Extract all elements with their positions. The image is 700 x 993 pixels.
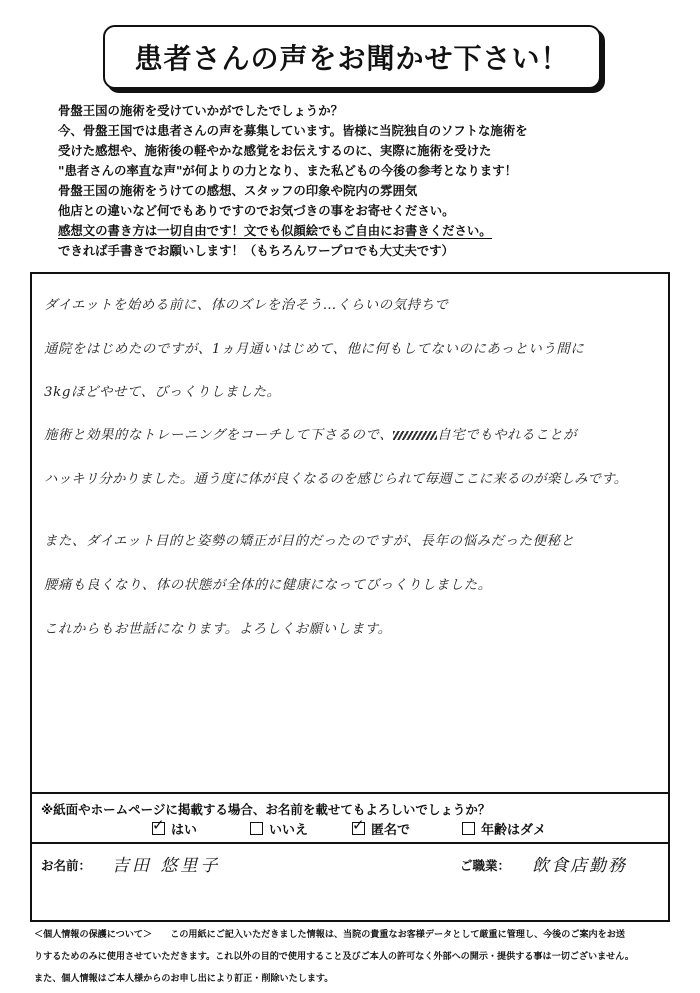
crossed-out-mark bbox=[393, 431, 437, 440]
option-no-age[interactable] bbox=[462, 819, 592, 838]
intro-line: できれば手書きでお願いします！（もちろんワープロでも大丈夫です） bbox=[58, 243, 454, 258]
privacy-line: また、個人情報はご本人様からのお申し出により訂正・削除いたします。 bbox=[34, 974, 334, 984]
name-label: お名前： bbox=[41, 858, 92, 873]
comment-line: 腰痛も良くなり、体の状態が全体的に健康になってびっくりしました。 bbox=[44, 578, 492, 593]
checkbox-icon[interactable] bbox=[462, 822, 475, 835]
comment-line: ダイエットを始める前に、体のズレを治そう…くらいの気持ちで bbox=[44, 298, 449, 313]
privacy-line: りするためのみに使用させていただきます。これ以外の目的で使用すること及びご本人の許可なく外部への開示・提供する事は一切ございません。 bbox=[34, 952, 635, 962]
consent-question: ※紙面やホームページに掲載する場合、お名前を載せてもよろしいでしょうか？ bbox=[41, 802, 491, 817]
comment-area bbox=[32, 274, 668, 792]
intro-line: 受けた感想や、施術後の軽やかな感覚をお伝えするのに、実際に施術を受けた bbox=[58, 143, 492, 158]
comment-line bbox=[44, 424, 577, 443]
option-label: はい bbox=[171, 823, 198, 838]
option-yes[interactable] bbox=[152, 819, 250, 838]
checkbox-checked-icon[interactable] bbox=[352, 822, 365, 835]
comment-line: 通院をはじめたのですが、1ヵ月通いはじめて、他に何もしてないのにあっという間に bbox=[44, 342, 585, 357]
option-label: 匿名で bbox=[371, 823, 411, 838]
option-label: いいえ bbox=[269, 823, 309, 838]
intro-underlined-text: 感想文の書き方は一切自由です！文でも似顔絵でもご自由にお書きください。 bbox=[58, 223, 492, 238]
comment-line: これからもお世話になります。よろしくお願いします。 bbox=[44, 622, 392, 637]
intro-line: 今、骨盤王国では患者さんの声を募集しています。皆様に当院独自のソフトな施術を bbox=[58, 123, 528, 138]
intro-line-underlined bbox=[58, 221, 678, 241]
comment-text: 自宅でもやれることが bbox=[437, 428, 578, 443]
privacy-notice bbox=[34, 924, 674, 990]
form-title: 患者さんの声をお聞かせ下さい！ bbox=[134, 42, 570, 75]
intro-line: "患者さんの率直な声"が何よりの力となり、また私どもの今後の参考となります！ bbox=[58, 163, 517, 178]
section-divider bbox=[32, 842, 668, 844]
intro-line: 骨盤王国の施術を受けていかがでしたでしょうか？ bbox=[58, 103, 343, 118]
intro-text bbox=[58, 101, 678, 261]
checkbox-checked-icon[interactable] bbox=[152, 822, 165, 835]
option-anonymous[interactable] bbox=[352, 819, 462, 838]
job-value: 飲食店勤務 bbox=[532, 856, 627, 876]
checkbox-icon[interactable] bbox=[250, 822, 263, 835]
comment-text: 施術と効果的なトレーニングをコーチして下さるので、 bbox=[44, 428, 394, 443]
consent-options bbox=[152, 819, 592, 838]
name-value: 吉田 悠里子 bbox=[112, 856, 221, 876]
option-label: 年齢はダメ bbox=[481, 823, 547, 838]
comment-line: また、ダイエット目的と姿勢の矯正が目的だったのですが、長年の悩みだった便秘と bbox=[44, 534, 575, 549]
job-label: ご職業： bbox=[460, 858, 511, 873]
intro-line: 他店との違いなど何でもありですのでお気づきの事をお寄せください。 bbox=[58, 203, 455, 218]
comment-line: 3kgほどやせて、びっくりしました。 bbox=[44, 385, 281, 400]
comment-line: ハッキリ分かりました。通う度に体が良くなるのを感じられて毎週ここに来るのが楽しみです。 bbox=[44, 472, 628, 487]
title-box bbox=[103, 25, 601, 89]
intro-line: 骨盤王国の施術をうけての感想、スタッフの印象や院内の雰囲気 bbox=[58, 183, 418, 198]
privacy-line: ＜個人情報の保護について＞ この用紙にご記入いただきました情報は、当院の貴重なお客様データとして厳重に管理し、今後のご案内をお送 bbox=[34, 930, 625, 940]
section-divider bbox=[32, 792, 668, 794]
testimonial-frame bbox=[30, 272, 670, 922]
option-no[interactable] bbox=[250, 819, 352, 838]
